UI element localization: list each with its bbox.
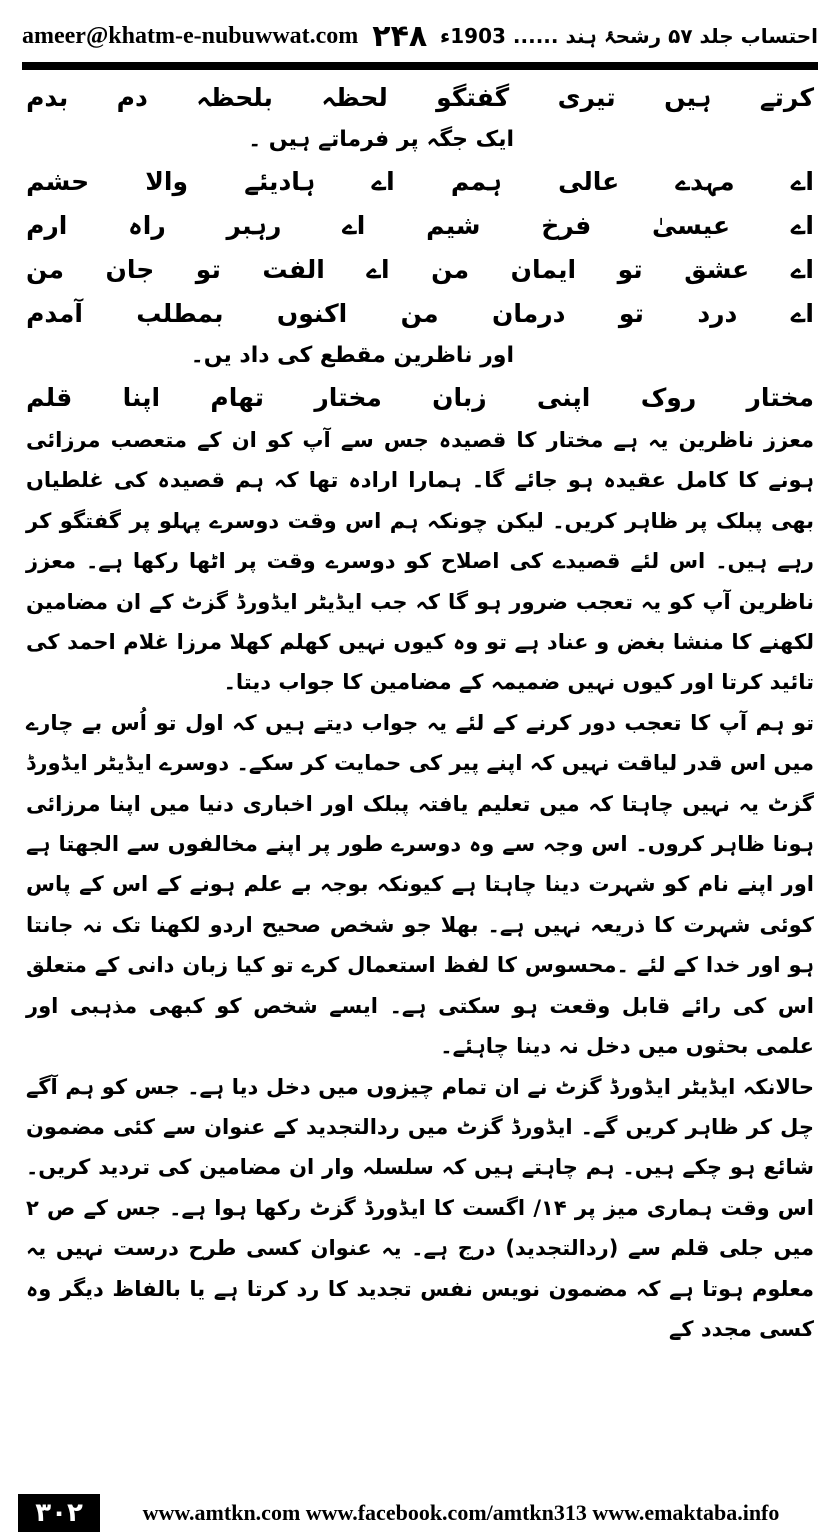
page-header	[22, 14, 818, 58]
verse-word: آمدم	[26, 299, 83, 328]
verse-word: اپنا	[122, 383, 161, 412]
verse-line	[26, 204, 814, 248]
verse-word: اکنوں	[276, 299, 348, 328]
verse-word: روک	[640, 383, 697, 412]
verse-word: ایمان	[510, 255, 577, 284]
header-email[interactable]: ameer@khatm-e-nubuwwat.com	[22, 22, 359, 49]
paragraph: معزز ناظرین یہ ہے مختار کا قصیدہ جس سے آپ کو ان کے متعصب مرزائی ہونے کا کامل عقیدہ ہو جائے گا۔ ہمارا ارادہ تھا کہ ہم قصیدہ کی غلطیاں بھی پبلک پر ظاہر کریں۔ لیکن چونکہ ہم اس وقت دوسرے پہلو پر گفتگو کر رہے ہیں۔ اس لئے قصیدے کی اصلاح کو دوسرے وقت پر اٹھا رکھا ہے۔ معزز ناظرین آپ کو یہ تعجب ضرور ہو گا کہ جب ایڈیٹر ایڈورڈ گزٹ کے ان مضامین لکھنے کا منشا بغض و عناد ہے تو وہ کیوں نہیں کھلم کھلا مرزا غلام احمد کی تائید کرتا اور کیوں نہیں ضمیمہ کے مضامین کا جواب دیتا۔	[26, 428, 814, 695]
verse-line	[26, 160, 814, 204]
maqta-note: اور ناظرین مقطع کی داد یں۔	[190, 343, 514, 368]
verse-word: شیم	[426, 211, 481, 240]
verse-word: من	[400, 299, 439, 328]
verse-word: تو	[617, 255, 643, 284]
verse-word: اے	[371, 167, 395, 196]
verse-word: فرخ	[541, 211, 592, 240]
paragraph: تو ہم آپ کا تعجب دور کرنے کے لئے یہ جواب دیتے ہیں کہ اول تو اُس بے چارے میں اس قدر لیاقت نہیں کہ اپنے پیر کی حمایت کر سکے۔ دوسرے ایڈیٹر ایڈورڈ گزٹ یہ نہیں چاہتا کہ میں تعلیم یافتہ پبلک اور اخباری دنیا میں اپنا مرزائی ہونا ظاہر کروں۔ اس وجہ سے وہ دوسرے طور پر اپنے مخالفوں سے الجھتا ہے اور اپنے نام کو شہرت دینا چاہتا ہے کیونکہ بوجہ بے علم ہونے کے اس کے پاس کوئی شہرت کا ذریعہ نہیں ہے۔ بھلا جو شخص صحیح اردو لکھنا تک نہ جانتا ہو اور خدا کے لئے ۔محسوس کا لفظ استعمال کرے تو کیا زبان دانی کے متعلق اس کی رائے قابل وقعت ہو سکتی ہے۔ ایسے شخص کو کبھی مذہبی اور علمی بحثوں میں دخل نہ دینا چاہئے۔	[26, 710, 814, 1059]
verse-word: بمطلب	[136, 299, 224, 328]
verse-line	[26, 292, 814, 336]
page-content	[26, 76, 814, 1349]
verse-word: تو	[195, 255, 221, 284]
footer-page-number: ۳۰۲	[18, 1494, 100, 1532]
verse-word: قلم	[26, 383, 73, 412]
verse-word: رہبر	[226, 211, 282, 240]
verse-word: اے	[790, 211, 814, 240]
intro-note: ایک جگہ پر فرماتے ہیں ۔	[248, 127, 514, 152]
verse-word: تھام	[210, 383, 265, 412]
verse-word: جان	[105, 255, 155, 284]
verse-word: ہمم	[450, 167, 502, 196]
header-volume-title: احتساب جلد ۵۷ رشحۂ ہند ...... 1903ء	[440, 24, 818, 48]
verse-line	[26, 76, 814, 120]
verse-word: راہ	[128, 211, 166, 240]
verse-word: دم	[116, 83, 148, 112]
verse-word: اے	[342, 211, 366, 240]
verse-word: اے	[790, 255, 814, 284]
verse-word: درمان	[492, 299, 566, 328]
header-left	[22, 19, 427, 54]
verse-line	[26, 376, 814, 420]
verse-word: من	[431, 255, 470, 284]
verse-word: کرتے	[759, 83, 814, 112]
verse-word: ارم	[26, 211, 68, 240]
verse-word: اے	[790, 299, 814, 328]
verse-word: بدم	[26, 83, 69, 112]
verse-word: عیسیٰ	[652, 211, 731, 240]
verse-word: حشم	[26, 167, 90, 196]
verse-word: لحظہ	[321, 83, 388, 112]
page-footer	[18, 1494, 822, 1532]
verse-word: مختار	[746, 383, 814, 412]
verse-word: مہدے	[675, 167, 735, 196]
verse-word: بلحظہ	[196, 83, 273, 112]
verse-word: اپنی	[536, 383, 591, 412]
verse-word: گفتگو	[436, 83, 510, 112]
verse-word: عالی	[558, 167, 620, 196]
verse-word: زبان	[432, 383, 487, 412]
verse-word: والا	[145, 167, 189, 196]
verse-word: تیری	[557, 83, 616, 112]
verse-word: اے	[366, 255, 390, 284]
footer-links[interactable]: www.amtkn.com www.facebook.com/amtkn313 www.emaktaba.info	[142, 1500, 780, 1525]
verse-word: اے	[790, 167, 814, 196]
verse-line	[26, 248, 814, 292]
verse-word: درد	[697, 299, 738, 328]
header-divider	[22, 62, 818, 70]
verse-word: ہادیئے	[244, 167, 316, 196]
verse-word: مختار	[314, 383, 382, 412]
verse-word: عشق	[684, 255, 750, 284]
verse-word: ہیں	[664, 83, 712, 112]
header-page-number: ۲۴۸	[372, 18, 428, 54]
verse-word: تو	[618, 299, 644, 328]
paragraph: حالانکہ ایڈیٹر ایڈورڈ گزٹ نے ان تمام چیزوں میں دخل دیا ہے۔ جس کو ہم آگے چل کر ظاہر کریں گے۔ ایڈورڈ گزٹ میں ردالتجدید کے عنوان سے کئی مضمون شائع ہو چکے ہیں۔ ہم چاہتے ہیں کہ سلسلہ وار ان مضامین کی تردید کریں۔ اس وقت ہماری میز پر ۱۴/ اگست کا ایڈورڈ گزٹ رکھا ہوا ہے۔ جس کے ص ۲ میں جلی قلم سے (ردالتجدید) درج ہے۔ یہ عنوان کسی طرح درست نہیں یہ معلوم ہوتا ہے کہ مضمون نویس نفس تجدید کا رد کرتا ہے یا بالفاظ دیگر وہ کسی مجدد کے	[26, 1074, 814, 1341]
verse-word: الفت	[262, 255, 325, 284]
verse-word: من	[26, 255, 64, 284]
